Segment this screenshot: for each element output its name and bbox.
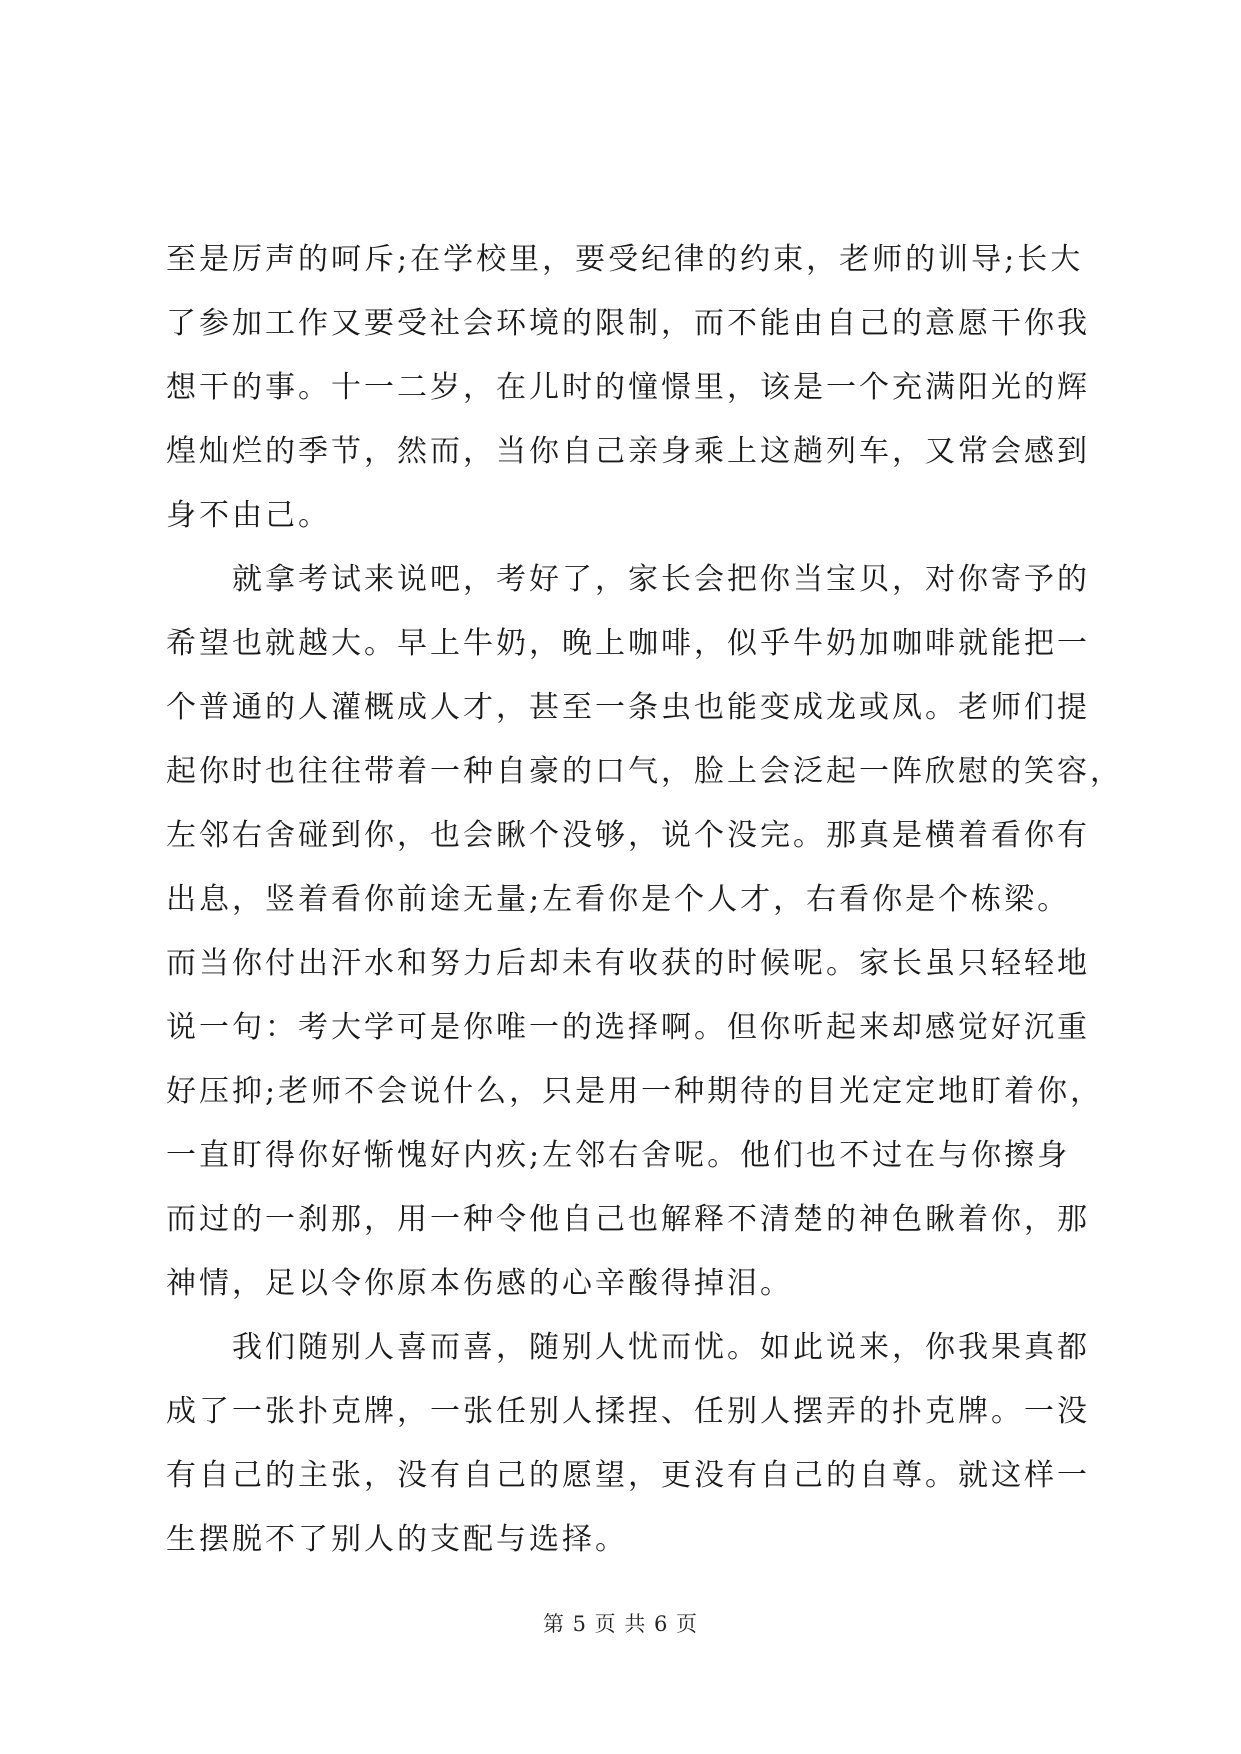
text-line: 神情，足以令你原本伤感的心辛酸得掉泪。 [166,1266,793,1301]
text-line: 想干的事。十一二岁，在儿时的憧憬里，该是一个充满阳光的辉 [166,370,1090,405]
text-line: 身不由己。 [166,498,331,533]
text-line: 出息，竖着看你前途无量;左看你是个人才，右看你是个栋梁。 [166,882,1071,917]
text-line: 有自己的主张，没有自己的愿望，更没有自己的自尊。就这样一 [166,1458,1090,1493]
paragraph-3 [166,1316,1090,1572]
paragraph-1 [166,228,1090,548]
text-line: 生摆脱不了别人的支配与选择。 [166,1522,628,1557]
text-line: 就拿考试来说吧，考好了，家长会把你当宝贝，对你寄予的 [232,562,1090,597]
text-line: 说一句：考大学可是你唯一的选择啊。但你听起来却感觉好沉重 [166,1010,1090,1045]
text-line: 而过的一刹那，用一种令他自己也解释不清楚的神色瞅着你，那 [166,1202,1090,1237]
text-line: 左邻右舍碰到你，也会瞅个没够，说个没完。那真是横着看你有 [166,818,1090,853]
paragraph-2 [166,548,1123,1316]
page-number-footer: 第 5 页 共 6 页 [542,1612,699,1636]
text-line: 而当你付出汗水和努力后却未有收获的时候呢。家长虽只轻轻地 [166,946,1090,981]
document-body [166,228,1123,1572]
text-line: 好压抑;老师不会说什么，只是用一种期待的目光定定地盯着你， [166,1074,1104,1109]
text-line: 煌灿烂的季节，然而，当你自己亲身乘上这趟列车，又常会感到 [166,434,1090,469]
text-line: 我们随别人喜而喜，随别人忧而忧。如此说来，你我果真都 [232,1330,1090,1365]
text-line: 了参加工作又要受社会环境的限制，而不能由自己的意愿干你我 [166,306,1090,341]
text-line: 起你时也往往带着一种自豪的口气，脸上会泛起一阵欣慰的笑容， [166,754,1123,789]
text-line: 至是厉声的呵斥;在学校里，要受纪律的约束，老师的训导;长大 [166,242,1084,277]
text-line: 成了一张扑克牌，一张任别人揉捏、任别人摆弄的扑克牌。一没 [166,1394,1090,1429]
text-line: 希望也就越大。早上牛奶，晚上咖啡，似乎牛奶加咖啡就能把一 [166,626,1090,661]
text-line: 个普通的人灌概成人才，甚至一条虫也能变成龙或凤。老师们提 [166,690,1090,725]
text-line: 一直盯得你好惭愧好内疚;左邻右舍呢。他们也不过在与你擦身 [166,1138,1071,1173]
